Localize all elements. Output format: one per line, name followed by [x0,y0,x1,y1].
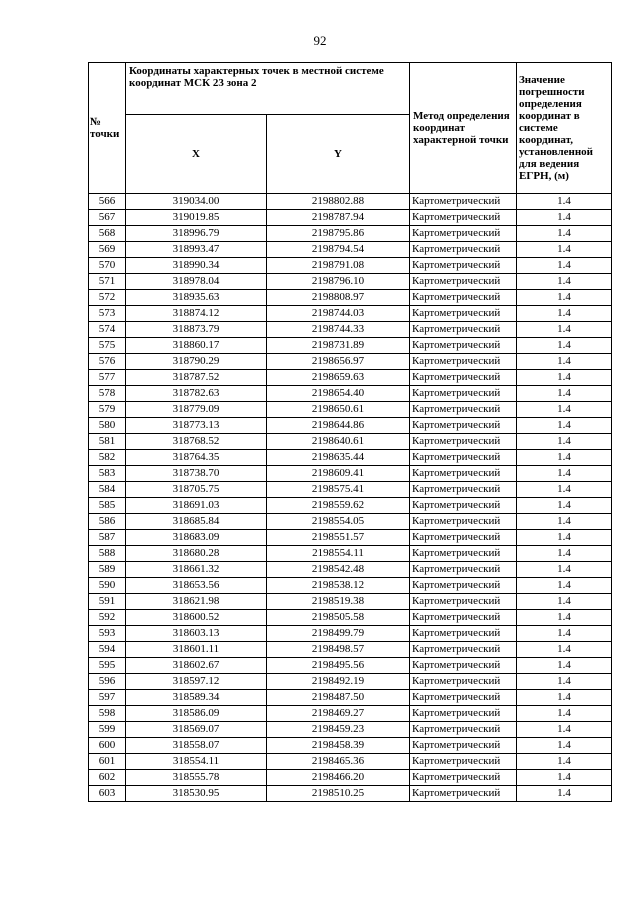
cell-method: Картометрический [410,754,517,770]
table-row [89,450,612,466]
cell-y: 2198466.20 [267,770,410,786]
table-row [89,370,612,386]
cell-point-number: 602 [89,770,126,786]
table-row [89,226,612,242]
cell-x: 318990.34 [126,258,267,274]
cell-method: Картометрический [410,594,517,610]
table-row [89,642,612,658]
table-row [89,674,612,690]
cell-error: 1.4 [517,466,612,482]
cell-method: Картометрический [410,354,517,370]
cell-error: 1.4 [517,290,612,306]
cell-x: 318873.79 [126,322,267,338]
cell-point-number: 566 [89,194,126,210]
table-row [89,562,612,578]
cell-method: Картометрический [410,738,517,754]
cell-x: 318600.52 [126,610,267,626]
cell-y: 2198551.57 [267,530,410,546]
cell-error: 1.4 [517,258,612,274]
cell-y: 2198808.97 [267,290,410,306]
cell-method: Картометрический [410,226,517,242]
cell-error: 1.4 [517,642,612,658]
cell-y: 2198635.44 [267,450,410,466]
cell-point-number: 583 [89,466,126,482]
cell-x: 318764.35 [126,450,267,466]
cell-x: 318683.09 [126,530,267,546]
header-y: Y [267,115,410,194]
cell-error: 1.4 [517,386,612,402]
cell-point-number: 584 [89,482,126,498]
cell-y: 2198644.86 [267,418,410,434]
cell-point-number: 594 [89,642,126,658]
cell-method: Картометрический [410,578,517,594]
cell-point-number: 597 [89,690,126,706]
cell-y: 2198459.23 [267,722,410,738]
cell-y: 2198559.62 [267,498,410,514]
table-row [89,242,612,258]
cell-x: 318782.63 [126,386,267,402]
cell-method: Картометрический [410,658,517,674]
cell-error: 1.4 [517,770,612,786]
cell-x: 318773.13 [126,418,267,434]
cell-x: 318589.34 [126,690,267,706]
table-body [89,194,612,802]
cell-x: 318978.04 [126,274,267,290]
table-row [89,738,612,754]
table-row [89,210,612,226]
cell-x: 318601.11 [126,642,267,658]
page-number: 92 [313,33,327,48]
header-x: X [126,115,267,194]
cell-point-number: 568 [89,226,126,242]
cell-x: 318860.17 [126,338,267,354]
table-row [89,306,612,322]
cell-y: 2198505.58 [267,610,410,626]
cell-y: 2198659.63 [267,370,410,386]
cell-method: Картометрический [410,306,517,322]
table-row [89,722,612,738]
table-row [89,482,612,498]
table-row [89,354,612,370]
cell-y: 2198458.39 [267,738,410,754]
cell-point-number: 585 [89,498,126,514]
cell-error: 1.4 [517,210,612,226]
cell-method: Картометрический [410,626,517,642]
cell-point-number: 599 [89,722,126,738]
cell-method: Картометрический [410,402,517,418]
cell-method: Картометрический [410,466,517,482]
table-row [89,770,612,786]
table-row [89,754,612,770]
cell-point-number: 580 [89,418,126,434]
cell-error: 1.4 [517,754,612,770]
cell-y: 2198791.08 [267,258,410,274]
cell-point-number: 592 [89,610,126,626]
cell-x: 318569.07 [126,722,267,738]
table-row [89,194,612,210]
table-row [89,658,612,674]
cell-point-number: 578 [89,386,126,402]
cell-point-number: 573 [89,306,126,322]
cell-method: Картометрический [410,290,517,306]
cell-point-number: 598 [89,706,126,722]
cell-y: 2198609.41 [267,466,410,482]
cell-point-number: 601 [89,754,126,770]
table-row [89,258,612,274]
cell-y: 2198538.12 [267,578,410,594]
cell-method: Картометрический [410,546,517,562]
cell-error: 1.4 [517,738,612,754]
cell-method: Картометрический [410,386,517,402]
cell-method: Картометрический [410,722,517,738]
cell-y: 2198499.79 [267,626,410,642]
table-row [89,434,612,450]
cell-point-number: 574 [89,322,126,338]
cell-x: 318705.75 [126,482,267,498]
cell-point-number: 575 [89,338,126,354]
cell-y: 2198654.40 [267,386,410,402]
cell-x: 318680.28 [126,546,267,562]
cell-method: Картометрический [410,338,517,354]
cell-y: 2198794.54 [267,242,410,258]
cell-x: 318597.12 [126,674,267,690]
cell-x: 318790.29 [126,354,267,370]
table-row [89,466,612,482]
cell-y: 2198487.50 [267,690,410,706]
table-row [89,290,612,306]
cell-point-number: 571 [89,274,126,290]
table-row [89,418,612,434]
cell-point-number: 567 [89,210,126,226]
cell-error: 1.4 [517,498,612,514]
cell-point-number: 569 [89,242,126,258]
cell-error: 1.4 [517,274,612,290]
cell-error: 1.4 [517,594,612,610]
cell-x: 318768.52 [126,434,267,450]
cell-error: 1.4 [517,370,612,386]
cell-error: 1.4 [517,546,612,562]
cell-error: 1.4 [517,786,612,802]
table-row [89,338,612,354]
header-coordinates-group: Координаты характерных точек в местной системе координат МСК 23 зона 2 [126,63,410,115]
cell-point-number: 572 [89,290,126,306]
cell-point-number: 587 [89,530,126,546]
coordinates-table [88,62,612,802]
table-row [89,498,612,514]
cell-error: 1.4 [517,354,612,370]
cell-point-number: 586 [89,514,126,530]
cell-method: Картометрический [410,786,517,802]
cell-y: 2198554.11 [267,546,410,562]
cell-point-number: 603 [89,786,126,802]
cell-y: 2198495.56 [267,658,410,674]
cell-error: 1.4 [517,514,612,530]
cell-point-number: 595 [89,658,126,674]
cell-error: 1.4 [517,226,612,242]
cell-x: 318738.70 [126,466,267,482]
cell-y: 2198542.48 [267,562,410,578]
cell-x: 318586.09 [126,706,267,722]
cell-y: 2198519.38 [267,594,410,610]
cell-x: 318935.63 [126,290,267,306]
cell-y: 2198787.94 [267,210,410,226]
cell-method: Картометрический [410,242,517,258]
cell-x: 318621.98 [126,594,267,610]
cell-x: 319019.85 [126,210,267,226]
cell-x: 318996.79 [126,226,267,242]
cell-y: 2198492.19 [267,674,410,690]
cell-x: 318685.84 [126,514,267,530]
cell-method: Картометрический [410,706,517,722]
cell-point-number: 593 [89,626,126,642]
cell-point-number: 591 [89,594,126,610]
cell-error: 1.4 [517,578,612,594]
cell-method: Картометрический [410,610,517,626]
cell-error: 1.4 [517,610,612,626]
cell-x: 318653.56 [126,578,267,594]
cell-method: Картометрический [410,690,517,706]
header-point-number: № точки [89,63,126,194]
cell-point-number: 579 [89,402,126,418]
table-row [89,322,612,338]
cell-error: 1.4 [517,706,612,722]
cell-method: Картометрический [410,418,517,434]
table-row [89,626,612,642]
cell-method: Картометрический [410,674,517,690]
cell-method: Картометрический [410,482,517,498]
cell-method: Картометрический [410,770,517,786]
cell-x: 318554.11 [126,754,267,770]
cell-x: 318779.09 [126,402,267,418]
table-row [89,690,612,706]
cell-error: 1.4 [517,722,612,738]
cell-x: 318602.67 [126,658,267,674]
cell-method: Картометрический [410,514,517,530]
cell-point-number: 581 [89,434,126,450]
cell-error: 1.4 [517,450,612,466]
cell-x: 318558.07 [126,738,267,754]
cell-point-number: 577 [89,370,126,386]
header-method: Метод определения координат характерной точки [410,63,517,194]
cell-x: 318661.32 [126,562,267,578]
cell-y: 2198744.33 [267,322,410,338]
table-row [89,530,612,546]
cell-y: 2198731.89 [267,338,410,354]
cell-y: 2198498.57 [267,642,410,658]
cell-x: 318603.13 [126,626,267,642]
cell-error: 1.4 [517,322,612,338]
cell-method: Картометрический [410,642,517,658]
cell-method: Картометрический [410,274,517,290]
cell-point-number: 600 [89,738,126,754]
cell-method: Картометрический [410,498,517,514]
cell-error: 1.4 [517,242,612,258]
table-row [89,594,612,610]
cell-x: 318787.52 [126,370,267,386]
cell-x: 319034.00 [126,194,267,210]
cell-method: Картометрический [410,322,517,338]
cell-error: 1.4 [517,658,612,674]
table-row [89,514,612,530]
table-row [89,578,612,594]
header-error: Значение погрешности определения координат в системе координат, установленной для ведения ЕГРН, (м) [517,63,612,194]
table-header [89,63,612,194]
cell-point-number: 576 [89,354,126,370]
cell-method: Картометрический [410,434,517,450]
cell-error: 1.4 [517,482,612,498]
table-row [89,706,612,722]
cell-y: 2198554.05 [267,514,410,530]
cell-error: 1.4 [517,562,612,578]
cell-error: 1.4 [517,690,612,706]
cell-error: 1.4 [517,402,612,418]
cell-point-number: 588 [89,546,126,562]
cell-method: Картометрический [410,562,517,578]
cell-point-number: 589 [89,562,126,578]
cell-y: 2198656.97 [267,354,410,370]
cell-error: 1.4 [517,306,612,322]
cell-y: 2198640.61 [267,434,410,450]
cell-method: Картометрический [410,210,517,226]
cell-y: 2198795.86 [267,226,410,242]
cell-y: 2198796.10 [267,274,410,290]
cell-method: Картометрический [410,194,517,210]
cell-y: 2198802.88 [267,194,410,210]
cell-point-number: 590 [89,578,126,594]
cell-error: 1.4 [517,194,612,210]
table-row [89,386,612,402]
table-row [89,402,612,418]
cell-method: Картометрический [410,258,517,274]
cell-x: 318874.12 [126,306,267,322]
cell-y: 2198510.25 [267,786,410,802]
cell-x: 318555.78 [126,770,267,786]
cell-error: 1.4 [517,626,612,642]
cell-error: 1.4 [517,530,612,546]
cell-point-number: 582 [89,450,126,466]
cell-y: 2198469.27 [267,706,410,722]
cell-error: 1.4 [517,418,612,434]
cell-y: 2198575.41 [267,482,410,498]
cell-y: 2198465.36 [267,754,410,770]
cell-error: 1.4 [517,338,612,354]
table-row [89,546,612,562]
table-row [89,786,612,802]
table-row [89,274,612,290]
cell-error: 1.4 [517,674,612,690]
cell-y: 2198650.61 [267,402,410,418]
cell-x: 318691.03 [126,498,267,514]
cell-method: Картометрический [410,450,517,466]
cell-point-number: 570 [89,258,126,274]
cell-method: Картометрический [410,530,517,546]
table-row [89,610,612,626]
cell-error: 1.4 [517,434,612,450]
cell-method: Картометрический [410,370,517,386]
cell-x: 318530.95 [126,786,267,802]
cell-y: 2198744.03 [267,306,410,322]
cell-point-number: 596 [89,674,126,690]
cell-x: 318993.47 [126,242,267,258]
